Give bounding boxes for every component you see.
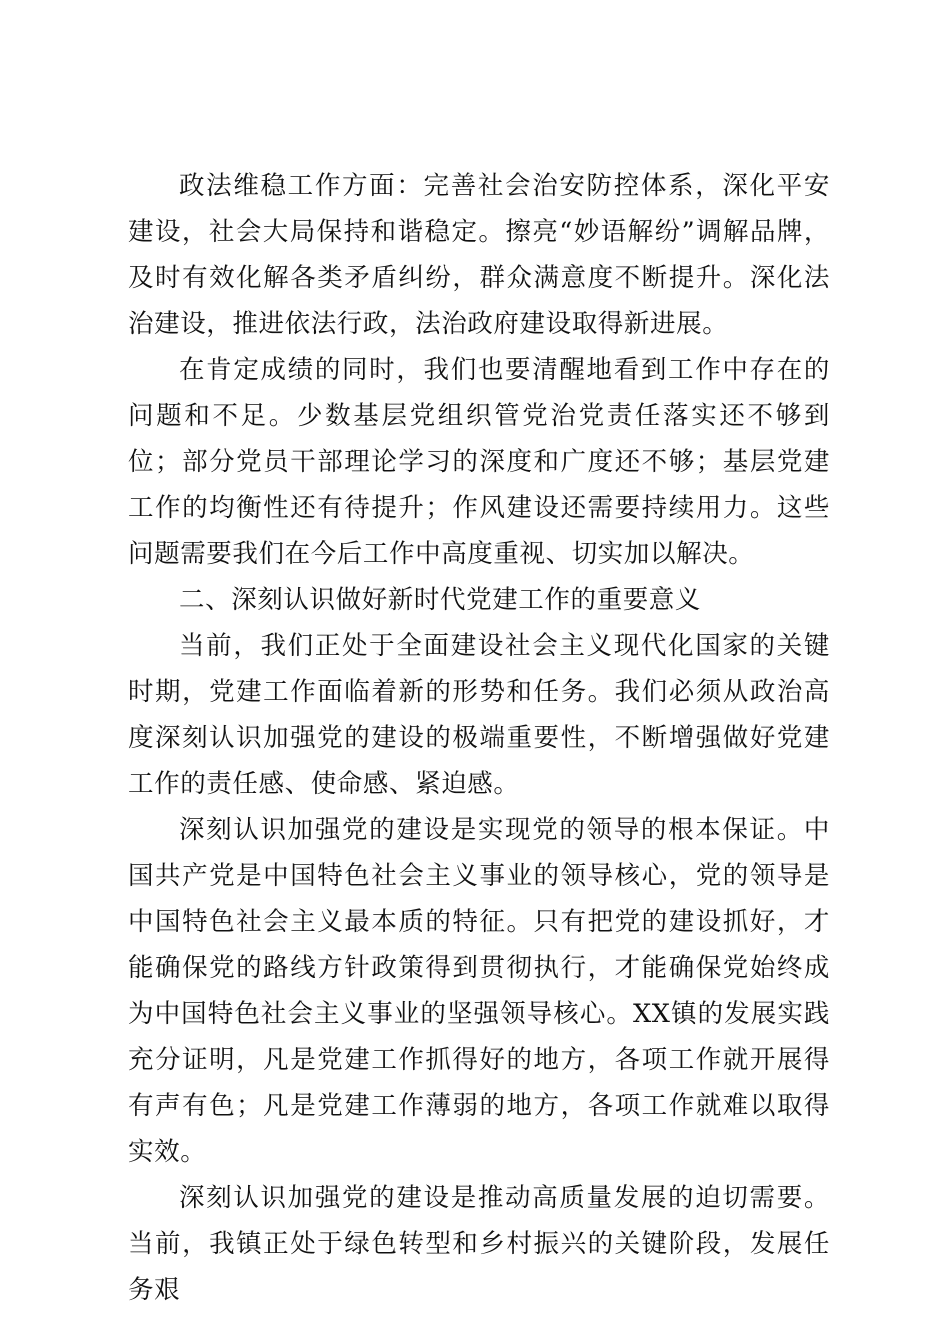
- paragraph-current-situation: 当前，我们正处于全面建设社会主义现代化国家的关键时期，党建工作面临着新的形势和任务。我们必须从政治高度深刻认识加强党的建设的极端重要性，不断增强做好党建工作的责任感、使命感、紧迫感。: [128, 631, 830, 799]
- paragraph-problems: 在肯定成绩的同时，我们也要清醒地看到工作中存在的问题和不足。少数基层党组织管党治党责任落实还不够到位；部分党员干部理论学习的深度和广度还不够；基层党建工作的均衡性还有待提升；作风建设还需要持续用力。这些问题需要我们在今后工作中高度重视、切实加以解决。: [128, 355, 830, 569]
- paragraph-high-quality-development: 深刻认识加强党的建设是推动高质量发展的迫切需要。当前，我镇正处于绿色转型和乡村振兴的关键阶段，发展任务艰: [128, 1183, 830, 1305]
- document-body: [128, 163, 830, 1313]
- section-heading-2: 二、深刻认识做好新时代党建工作的重要意义: [179, 585, 702, 615]
- paragraph-political-legal: 政法维稳工作方面：完善社会治安防控体系，深化平安建设，社会大局保持和谐稳定。擦亮“妙语解纷”调解品牌，及时有效化解各类矛盾纠纷，群众满意度不断提升。深化法治建设，推进依法行政，法治政府建设取得新进展。: [128, 171, 830, 339]
- paragraph-party-leadership: 深刻认识加强党的建设是实现党的领导的根本保证。中国共产党是中国特色社会主义事业的领导核心，党的领导是中国特色社会主义最本质的特征。只有把党的建设抓好，才能确保党的路线方针政策得到贯彻执行，才能确保党始终成为中国特色社会主义事业的坚强领导核心。XX镇的发展实践充分证明，凡是党建工作抓得好的地方，各项工作就开展得有声有色；凡是党建工作薄弱的地方，各项工作就难以取得实效。: [128, 815, 830, 1167]
